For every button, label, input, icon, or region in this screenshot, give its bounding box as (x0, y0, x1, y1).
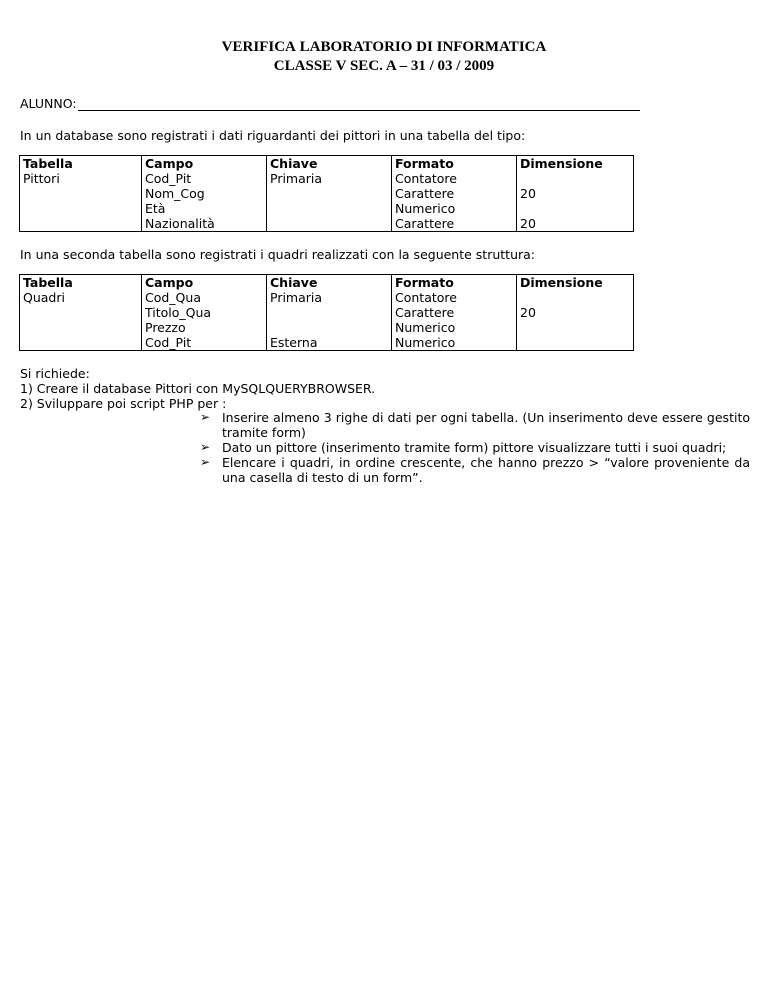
dimensione-cell: Dimensione 20 20 (517, 156, 634, 232)
formato-cell: Formato Contatore Carattere Numerico Numerico (392, 275, 517, 351)
list-item: ➢ Dato un pittore (inserimento tramite form) pittore visualizzare tutti i suoi quadri; (200, 440, 727, 455)
table-row (20, 275, 634, 351)
requirements-title: Si richiede: (20, 366, 90, 381)
dimensione-cell: Dimensione 20 (517, 275, 634, 351)
php-tasks-list (200, 410, 750, 485)
student-name-field (20, 96, 640, 111)
list-item: ➢ Elencare i quadri, in ordine crescente, che hanno prezzo > “valore proveniente da una casella di testo di un form”. (200, 455, 750, 485)
intro-paragraph-2: In una seconda tabella sono registrati i quadri realizzati con la seguente struttura: (20, 247, 536, 262)
campo-cell: Campo Cod_Qua Titolo_Qua Prezzo Cod_Pit (142, 275, 267, 351)
requirements-section (20, 366, 375, 411)
arrow-bullet-icon: ➢ (200, 440, 211, 454)
campo-cell: Campo Cod_Pit Nom_Cog Età Nazionalità (142, 156, 267, 232)
test-title: VERIFICA LABORATORIO DI INFORMATICA (221, 39, 547, 55)
chiave-cell: Chiave Primaria (267, 156, 392, 232)
student-name-line (78, 97, 640, 111)
quadri-table (19, 274, 634, 351)
arrow-bullet-icon: ➢ (200, 455, 211, 469)
student-label: ALUNNO: (20, 96, 77, 111)
chiave-cell: Chiave Primaria Esterna (267, 275, 392, 351)
class-date-line: CLASSE V SEC. A – 31 / 03 / 2009 (273, 58, 495, 74)
list-item: 2) Sviluppare poi script PHP per : (20, 396, 227, 411)
tabella-cell: Tabella Pittori (20, 156, 142, 232)
formato-cell: Formato Contatore Carattere Numerico Carattere (392, 156, 517, 232)
tabella-cell: Tabella Quadri (20, 275, 142, 351)
pittori-table (19, 155, 634, 232)
arrow-bullet-icon: ➢ (200, 410, 211, 424)
table-row (20, 156, 634, 232)
intro-paragraph-1: In un database sono registrati i dati riguardanti dei pittori in una tabella del tipo: (20, 128, 526, 143)
list-item: 1) Creare il database Pittori con MySQLQUERYBROWSER. (20, 381, 376, 396)
list-item: ➢ Inserire almeno 3 righe di dati per ogni tabella. (Un inserimento deve essere gestito tramite form) (200, 410, 750, 440)
